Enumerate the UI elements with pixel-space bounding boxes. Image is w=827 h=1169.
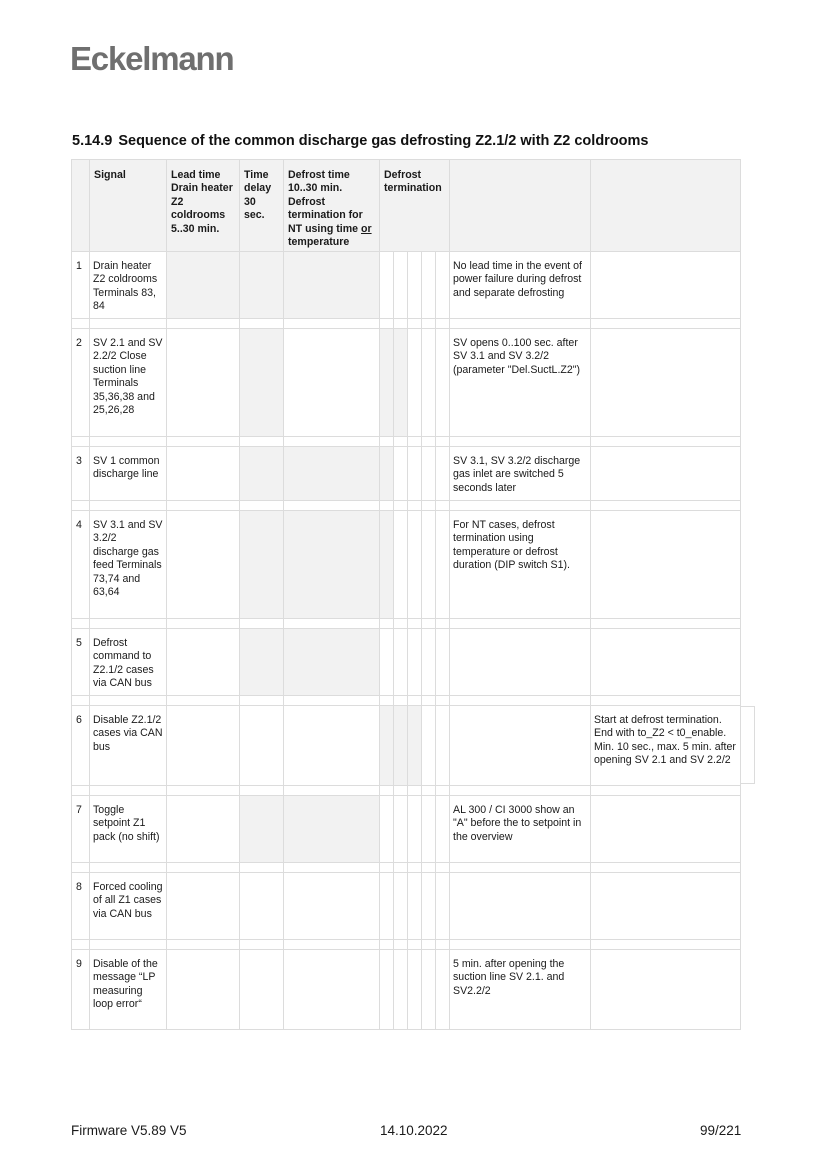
- spacer-cell: [422, 696, 436, 706]
- spacer-cell: [284, 696, 380, 706]
- spacer-cell: [72, 863, 90, 873]
- timeline-cell: [408, 950, 422, 1030]
- spacer-cell: [591, 501, 741, 511]
- timeline-cell: [422, 629, 436, 696]
- spacer-cell: [436, 786, 450, 796]
- row-signal: Toggle setpoint Z1 pack (no shift): [90, 796, 167, 863]
- spacer-cell: [380, 501, 394, 511]
- footer-firmware: Firmware V5.89 V5: [71, 1123, 187, 1138]
- row-note: [450, 706, 591, 786]
- timeline-cell: [380, 329, 394, 437]
- row-spacer: [72, 501, 741, 511]
- header-note2: [591, 160, 741, 252]
- spacer-cell: [408, 501, 422, 511]
- timeline-cell: [408, 511, 422, 619]
- timeline-cell: [422, 796, 436, 863]
- spacer-cell: [591, 863, 741, 873]
- row-spacer: [72, 940, 741, 950]
- timeline-cell: [394, 873, 408, 940]
- row-note: [450, 873, 591, 940]
- spacer-cell: [167, 696, 240, 706]
- timeline-cell: [284, 629, 380, 696]
- spacer-cell: [450, 786, 591, 796]
- row-number: 7: [72, 796, 90, 863]
- row-number: 5: [72, 629, 90, 696]
- row-spacer: [72, 437, 741, 447]
- header-defrost-time: Defrost time 10..30 min. Defrost termination for NT using time or temperature: [284, 160, 380, 252]
- timeline-cell: [408, 629, 422, 696]
- timeline-cell: [422, 511, 436, 619]
- timeline-cell: [284, 706, 380, 786]
- spacer-cell: [72, 501, 90, 511]
- spacer-cell: [380, 696, 394, 706]
- row-number: 8: [72, 873, 90, 940]
- header-defrost-termination: Defrost termination: [380, 160, 450, 252]
- spacer-cell: [394, 319, 408, 329]
- timeline-cell: [240, 252, 284, 319]
- row-note-secondary: [591, 950, 741, 1030]
- row-note-secondary: [591, 796, 741, 863]
- spacer-cell: [284, 437, 380, 447]
- timeline-cell: [436, 873, 450, 940]
- spacer-cell: [436, 696, 450, 706]
- spacer-cell: [408, 619, 422, 629]
- table-row: [72, 252, 741, 319]
- timeline-cell: [284, 252, 380, 319]
- spacer-cell: [436, 940, 450, 950]
- timeline-cell: [422, 329, 436, 437]
- timeline-cell: [394, 796, 408, 863]
- spacer-cell: [167, 940, 240, 950]
- timeline-cell: [408, 706, 422, 786]
- row-note-secondary: [591, 511, 741, 619]
- spacer-cell: [408, 319, 422, 329]
- spacer-cell: [284, 319, 380, 329]
- spacer-cell: [72, 437, 90, 447]
- spacer-cell: [450, 863, 591, 873]
- timeline-cell: [436, 796, 450, 863]
- timeline-cell: [408, 447, 422, 501]
- spacer-cell: [450, 437, 591, 447]
- defrost-sequence-table: [71, 159, 741, 1030]
- row-note-secondary: [591, 329, 741, 437]
- spacer-cell: [408, 786, 422, 796]
- spacer-cell: [450, 319, 591, 329]
- row-note-secondary: [591, 873, 741, 940]
- spacer-cell: [72, 940, 90, 950]
- spacer-cell: [422, 501, 436, 511]
- timeline-cell: [408, 252, 422, 319]
- spacer-cell: [394, 696, 408, 706]
- spacer-cell: [591, 696, 741, 706]
- row-signal: Disable of the message “LP measuring loop error“: [90, 950, 167, 1030]
- spacer-cell: [422, 619, 436, 629]
- table-row: [72, 796, 741, 863]
- row-note-secondary: Start at defrost termination. End with to_Z2 < t0_enable. Min. 10 sec., max. 5 min. after opening SV 2.1 and SV 2.2/2: [591, 706, 741, 786]
- timeline-cell: [240, 447, 284, 501]
- row-note: SV opens 0..100 sec. after SV 3.1 and SV 3.2/2 (parameter "Del.SuctL.Z2"): [450, 329, 591, 437]
- row-note: AL 300 / CI 3000 show an "A" before the to setpoint in the overview: [450, 796, 591, 863]
- timeline-cell: [240, 873, 284, 940]
- timeline-cell: [380, 950, 394, 1030]
- footer-date: 14.10.2022: [380, 1123, 448, 1138]
- row-signal: SV 2.1 and SV 2.2/2 Close suction line Terminals 35,36,38 and 25,26,28: [90, 329, 167, 437]
- row-spacer: [72, 619, 741, 629]
- timeline-cell: [394, 329, 408, 437]
- spacer-cell: [436, 619, 450, 629]
- spacer-cell: [422, 786, 436, 796]
- timeline-cell: [380, 511, 394, 619]
- spacer-cell: [394, 619, 408, 629]
- timeline-cell: [167, 329, 240, 437]
- spacer-cell: [90, 940, 167, 950]
- spacer-cell: [167, 437, 240, 447]
- spacer-cell: [394, 437, 408, 447]
- spacer-cell: [72, 696, 90, 706]
- timeline-cell: [408, 329, 422, 437]
- header-num: [72, 160, 90, 252]
- timeline-cell: [284, 873, 380, 940]
- row-spacer: [72, 696, 741, 706]
- timeline-cell: [394, 511, 408, 619]
- spacer-cell: [436, 437, 450, 447]
- spacer-cell: [240, 501, 284, 511]
- spacer-cell: [380, 863, 394, 873]
- timeline-cell: [422, 706, 436, 786]
- spacer-cell: [422, 319, 436, 329]
- timeline-cell: [284, 796, 380, 863]
- spacer-cell: [408, 437, 422, 447]
- spacer-cell: [167, 319, 240, 329]
- timeline-cell: [436, 252, 450, 319]
- spacer-cell: [380, 437, 394, 447]
- row-signal: SV 1 common discharge line: [90, 447, 167, 501]
- timeline-cell: [240, 950, 284, 1030]
- row-note: For NT cases, defrost termination using temperature or defrost duration (DIP switch S1).: [450, 511, 591, 619]
- section-title-text: Sequence of the common discharge gas defrosting Z2.1/2 with Z2 coldrooms: [118, 133, 649, 149]
- row-spacer: [72, 863, 741, 873]
- timeline-cell: [167, 950, 240, 1030]
- timeline-cell: [284, 447, 380, 501]
- timeline-cell: [167, 796, 240, 863]
- timeline-cell: [394, 447, 408, 501]
- timeline-cell: [436, 447, 450, 501]
- timeline-cell: [167, 252, 240, 319]
- spacer-cell: [284, 940, 380, 950]
- timeline-cell: [380, 796, 394, 863]
- row-note: SV 3.1, SV 3.2/2 discharge gas inlet are switched 5 seconds later: [450, 447, 591, 501]
- row-signal: SV 3.1 and SV 3.2/2 discharge gas feed Terminals 73,74 and 63,64: [90, 511, 167, 619]
- timeline-cell: [167, 873, 240, 940]
- spacer-cell: [408, 863, 422, 873]
- timeline-cell: [240, 511, 284, 619]
- spacer-cell: [380, 319, 394, 329]
- spacer-cell: [240, 696, 284, 706]
- spacer-cell: [167, 863, 240, 873]
- table-row: [72, 706, 741, 786]
- timeline-cell: [380, 447, 394, 501]
- row-note-secondary: [591, 447, 741, 501]
- row-note-secondary: [591, 629, 741, 696]
- table-row: [72, 873, 741, 940]
- row-number: 6: [72, 706, 90, 786]
- spacer-cell: [90, 501, 167, 511]
- spacer-cell: [591, 619, 741, 629]
- spacer-cell: [90, 696, 167, 706]
- spacer-cell: [591, 319, 741, 329]
- spacer-cell: [90, 319, 167, 329]
- timeline-cell: [422, 873, 436, 940]
- row6-note-overflow-box: [740, 706, 755, 784]
- timeline-cell: [436, 706, 450, 786]
- timeline-cell: [240, 706, 284, 786]
- spacer-cell: [450, 940, 591, 950]
- row-number: 4: [72, 511, 90, 619]
- spacer-cell: [394, 786, 408, 796]
- spacer-cell: [240, 319, 284, 329]
- timeline-cell: [394, 706, 408, 786]
- spacer-cell: [380, 940, 394, 950]
- timeline-cell: [394, 950, 408, 1030]
- timeline-cell: [167, 447, 240, 501]
- table-row: [72, 511, 741, 619]
- timeline-cell: [380, 252, 394, 319]
- timeline-cell: [408, 796, 422, 863]
- table-row: [72, 629, 741, 696]
- spacer-cell: [450, 696, 591, 706]
- timeline-cell: [167, 629, 240, 696]
- spacer-cell: [436, 863, 450, 873]
- timeline-cell: [422, 447, 436, 501]
- spacer-cell: [284, 619, 380, 629]
- timeline-cell: [422, 252, 436, 319]
- header-time-delay: Time delay 30 sec.: [240, 160, 284, 252]
- spacer-cell: [90, 786, 167, 796]
- spacer-cell: [591, 940, 741, 950]
- spacer-cell: [394, 501, 408, 511]
- row-number: 3: [72, 447, 90, 501]
- header-note: [450, 160, 591, 252]
- row-note: 5 min. after opening the suction line SV 2.1. and SV2.2/2: [450, 950, 591, 1030]
- spacer-cell: [90, 863, 167, 873]
- row-note-secondary: [591, 252, 741, 319]
- timeline-cell: [436, 950, 450, 1030]
- spacer-cell: [450, 501, 591, 511]
- footer-page-number: 99/221: [700, 1123, 742, 1138]
- timeline-cell: [167, 706, 240, 786]
- spacer-cell: [591, 437, 741, 447]
- brand-logo: Eckelmann: [70, 40, 234, 77]
- table-row: [72, 950, 741, 1030]
- spacer-cell: [240, 437, 284, 447]
- timeline-cell: [380, 873, 394, 940]
- timeline-cell: [167, 511, 240, 619]
- table-header-row: [72, 160, 741, 252]
- timeline-cell: [284, 329, 380, 437]
- timeline-cell: [284, 511, 380, 619]
- spacer-cell: [394, 940, 408, 950]
- spacer-cell: [167, 786, 240, 796]
- section-number: 5.14.9: [72, 133, 113, 149]
- row-spacer: [72, 786, 741, 796]
- timeline-cell: [394, 629, 408, 696]
- spacer-cell: [72, 786, 90, 796]
- header-lead-time: Lead time Drain heater Z2 coldrooms 5..30 min.: [167, 160, 240, 252]
- table-row: [72, 329, 741, 437]
- timeline-cell: [436, 329, 450, 437]
- spacer-cell: [240, 619, 284, 629]
- spacer-cell: [284, 786, 380, 796]
- spacer-cell: [436, 501, 450, 511]
- section-heading: [72, 133, 648, 149]
- spacer-cell: [408, 940, 422, 950]
- timeline-cell: [380, 629, 394, 696]
- spacer-cell: [380, 619, 394, 629]
- timeline-cell: [380, 706, 394, 786]
- row-number: 2: [72, 329, 90, 437]
- spacer-cell: [591, 786, 741, 796]
- row-spacer: [72, 319, 741, 329]
- spacer-cell: [72, 319, 90, 329]
- row-signal: Forced cooling of all Z1 cases via CAN bus: [90, 873, 167, 940]
- spacer-cell: [408, 696, 422, 706]
- row-number: 1: [72, 252, 90, 319]
- spacer-cell: [436, 319, 450, 329]
- spacer-cell: [72, 619, 90, 629]
- spacer-cell: [90, 619, 167, 629]
- timeline-cell: [408, 873, 422, 940]
- header-signal: Signal: [90, 160, 167, 252]
- row-number: 9: [72, 950, 90, 1030]
- spacer-cell: [422, 940, 436, 950]
- spacer-cell: [380, 786, 394, 796]
- row-note: [450, 629, 591, 696]
- timeline-cell: [240, 329, 284, 437]
- spacer-cell: [284, 501, 380, 511]
- row-signal: Drain heater Z2 coldrooms Terminals 83, 84: [90, 252, 167, 319]
- timeline-cell: [240, 629, 284, 696]
- spacer-cell: [422, 437, 436, 447]
- timeline-cell: [422, 950, 436, 1030]
- spacer-cell: [240, 940, 284, 950]
- row-signal: Disable Z2.1/2 cases via CAN bus: [90, 706, 167, 786]
- timeline-cell: [284, 950, 380, 1030]
- spacer-cell: [284, 863, 380, 873]
- timeline-cell: [240, 796, 284, 863]
- row-signal: Defrost command to Z2.1/2 cases via CAN bus: [90, 629, 167, 696]
- spacer-cell: [422, 863, 436, 873]
- spacer-cell: [167, 501, 240, 511]
- spacer-cell: [240, 863, 284, 873]
- timeline-cell: [436, 511, 450, 619]
- table-row: [72, 447, 741, 501]
- row-note: No lead time in the event of power failure during defrost and separate defrosting: [450, 252, 591, 319]
- spacer-cell: [450, 619, 591, 629]
- timeline-cell: [436, 629, 450, 696]
- spacer-cell: [240, 786, 284, 796]
- timeline-cell: [394, 252, 408, 319]
- spacer-cell: [90, 437, 167, 447]
- spacer-cell: [394, 863, 408, 873]
- spacer-cell: [167, 619, 240, 629]
